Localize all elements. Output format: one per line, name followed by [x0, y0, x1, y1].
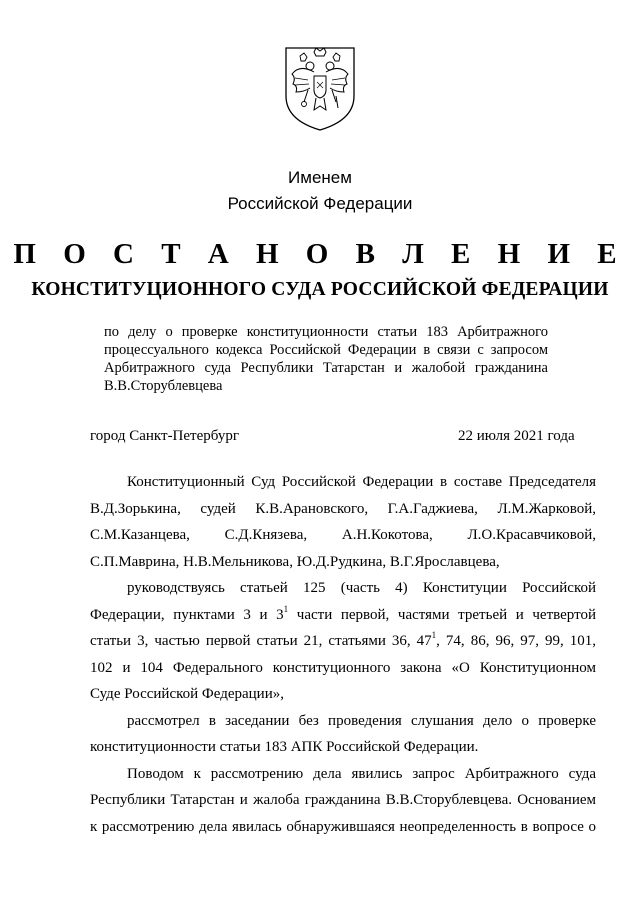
body-line-13: Республики Татарстан и жалоба гражданина В.В.Сторублевцева. Основанием	[90, 792, 596, 808]
body-line-5: руководствуясь статьей 125 (часть 4) Конституции Российской	[127, 580, 596, 596]
document-subtitle: КОНСТИТУЦИОННОГО СУДА РОССИЙСКОЙ ФЕДЕРАЦИИ	[31, 279, 609, 300]
body-line-4: С.П.Маврина, Н.В.Мельникова, Ю.Д.Рудкина, В.Г.Ярославцева,	[90, 553, 500, 570]
russian-coat-of-arms-icon	[280, 38, 360, 134]
body-line-2: В.Д.Зорькина, судей К.В.Арановского, Г.А.Гаджиева, Л.М.Жарковой,	[90, 500, 596, 517]
header-line-2: Российской Федерации	[227, 194, 413, 213]
body-line-10: рассмотрел в заседании без проведения слушания дело о проверке	[127, 712, 596, 729]
body-line-6-b: части первой, частями третьей и четвертой	[288, 606, 596, 623]
case-line-3: Арбитражного суда Республики Татарстан и жалобой гражданина	[104, 360, 548, 376]
body-line-7-b: , 74, 86, 96, 97, 99, 101,	[436, 633, 596, 649]
document-body	[90, 469, 596, 840]
body-line-12: Поводом к рассмотрению дела явились запрос Арбитражного суда	[127, 765, 596, 782]
body-line-7-a: статьи 3, частью первой статьи 21, статьями 36, 47	[90, 633, 432, 649]
body-line-6	[90, 602, 596, 629]
superscript: 1	[283, 603, 289, 614]
date: 22 июля 2021 года	[458, 428, 575, 444]
body-line-6-a: Федерации, пунктами 3 и 3	[90, 606, 284, 623]
header-line-1: Именем	[288, 168, 352, 187]
case-line-1: по делу о проверке конституционности статьи 183 Арбитражного	[104, 324, 548, 340]
place: город Санкт-Петербург	[90, 428, 239, 444]
body-line-7	[90, 628, 596, 655]
case-line-2: процессуального кодекса Российской Федерации в связи с запросом	[104, 342, 548, 358]
superscript: 1	[431, 630, 437, 640]
case-line-4: В.В.Сторублевцева	[104, 378, 223, 394]
body-line-8: 102 и 104 Федерального конституционного закона «О Конституционном	[90, 659, 596, 676]
body-line-14: к рассмотрению дела явилась обнаружившаяся неопределенность в вопросе о	[90, 818, 596, 835]
body-line-9: Суде Российской Федерации»,	[90, 686, 284, 702]
case-description	[104, 323, 548, 395]
document-title: П О С Т А Н О В Л Е Н И Е	[13, 238, 627, 270]
body-line-3: С.М.Казанцева, С.Д.Князева, А.Н.Кокотова, Л.О.Красавчиковой,	[90, 527, 596, 543]
body-line-1: Конституционный Суд Российской Федерации в составе Председателя	[127, 474, 596, 490]
body-line-11: конституционности статьи 183 АПК Российской Федерации.	[90, 739, 479, 755]
